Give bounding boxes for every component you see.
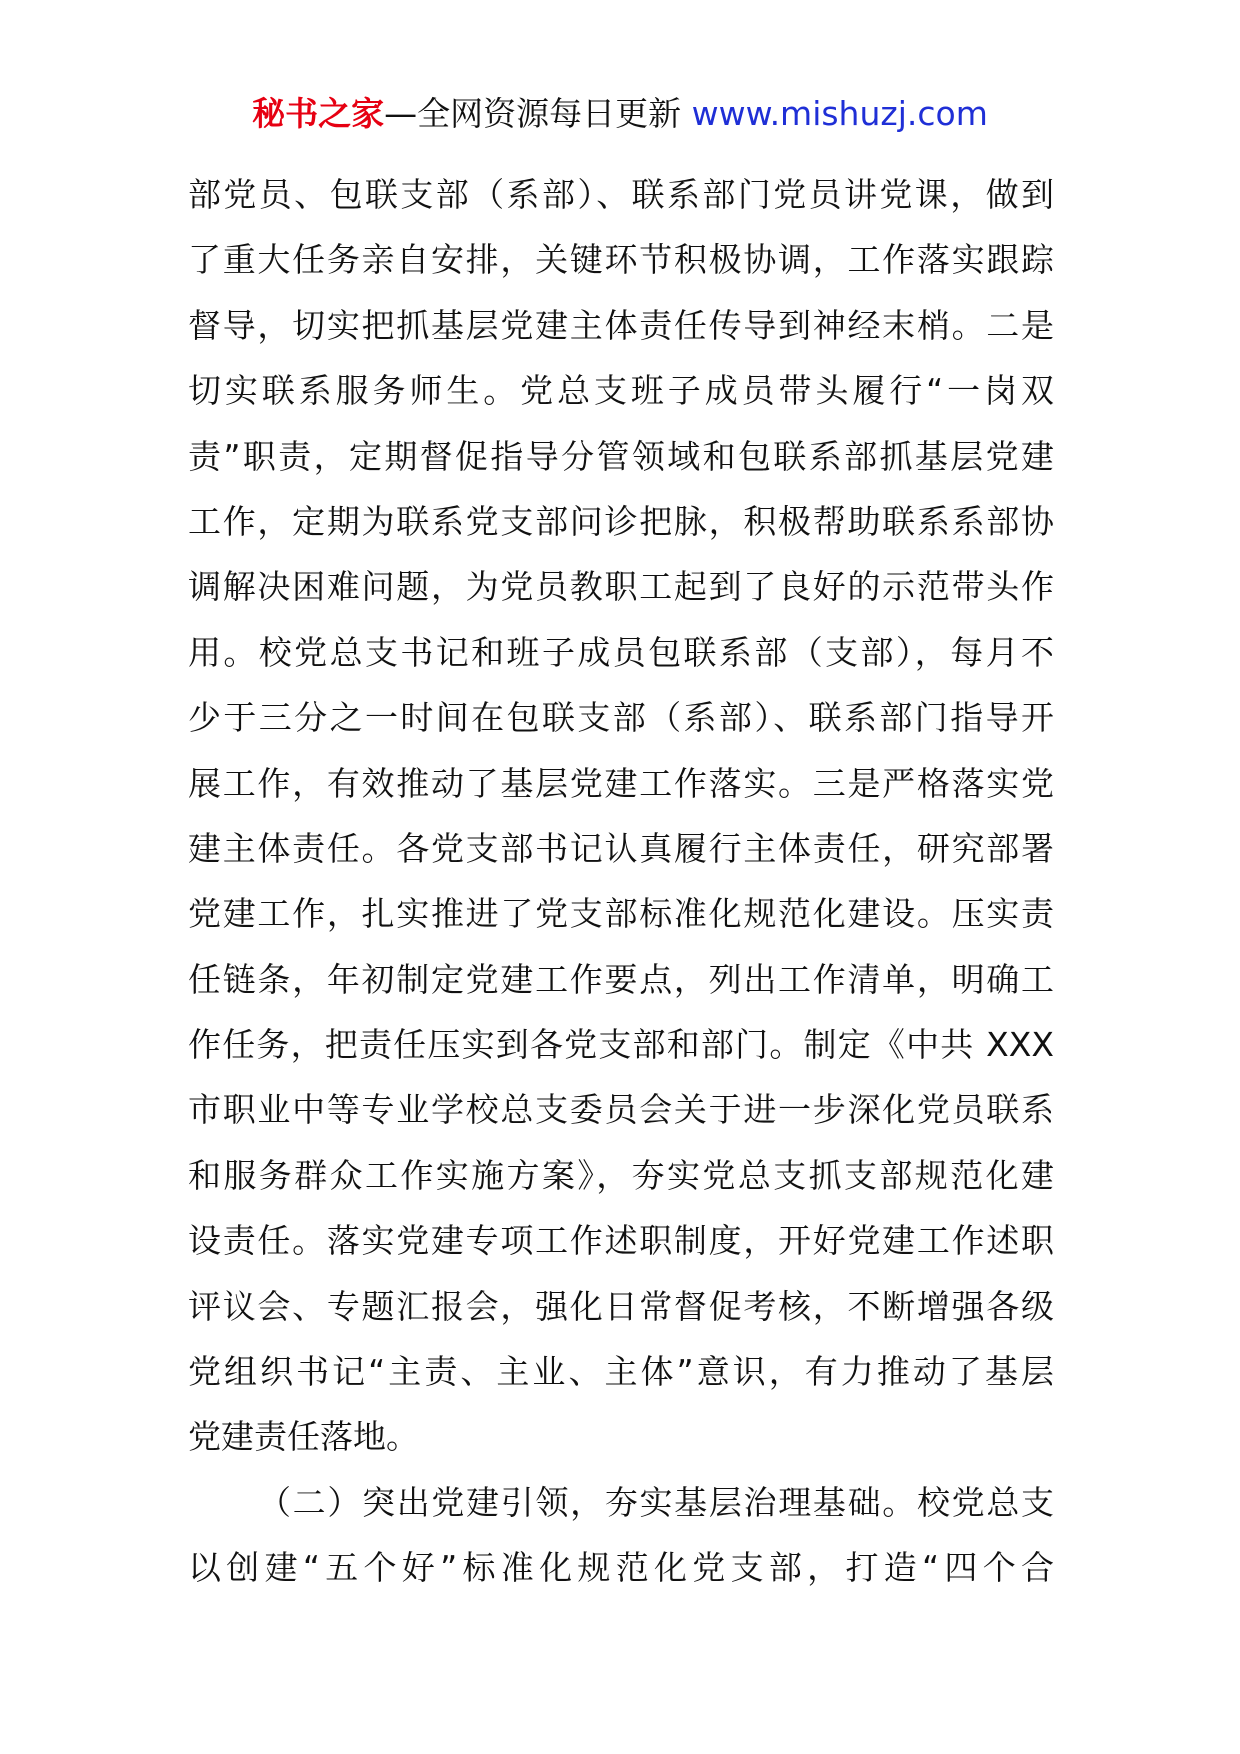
text-line: 党组织书记“主责、主业、主体”意识，有力推动了基层 [188,1352,1054,1392]
text-line: 用。校党总支书记和班子成员包联系部（支部），每月不 [188,632,1054,672]
site-brand: 秘书之家 [252,94,385,133]
text-line: 督导，切实把抓基层党建主体责任传导到神经末梢。二是 [188,305,1054,345]
text-line: 展工作，有效推动了基层党建工作落实。三是严格落实党 [188,763,1054,803]
paragraph-first-line: （二）突出党建引领，夯实基层治理基础。校党总支 [258,1482,1054,1522]
text-line: 和服务群众工作实施方案》，夯实党总支抓支部规范化建 [188,1155,1054,1195]
document-body [188,162,1054,1601]
text-line: 党建责任落地。 [188,1417,419,1457]
text-line: 作任务，把责任压实到各党支部和部门。制定《中共 XXX [188,1025,1054,1065]
text-line: 设责任。落实党建专项工作述职制度，开好党建工作述职 [188,1221,1054,1261]
text-line: 了重大任务亲自安排，关键环节积极协调，工作落实跟踪 [188,240,1054,280]
text-line: 建主体责任。各党支部书记认真履行主体责任，研究部署 [188,828,1054,868]
text-line: 工作，定期为联系党支部问诊把脉，积极帮助联系系部协 [188,501,1054,541]
text-line: 切实联系服务师生。党总支班子成员带头履行“一岗双 [188,371,1054,411]
text-line: 任链条，年初制定党建工作要点，列出工作清单，明确工 [188,959,1054,999]
site-tagline: —全网资源每日更新 [384,94,692,133]
site-url-link[interactable]: www.mishuzj.com [691,94,988,133]
text-line: 少于三分之一时间在包联支部（系部）、联系部门指导开 [188,698,1054,738]
text-line: 党建工作，扎实推进了党支部标准化规范化建设。压实责 [188,894,1054,934]
text-line: 评议会、专题汇报会，强化日常督促考核，不断增强各级 [188,1286,1054,1326]
site-header [0,92,1240,136]
text-line: 以创建“五个好”标准化规范化党支部，打造“四个合 [188,1548,1054,1588]
text-line: 责”职责，定期督促指导分管领域和包联系部抓基层党建 [188,436,1054,476]
text-line: 市职业中等专业学校总支委员会关于进一步深化党员联系 [188,1090,1054,1130]
text-line: 调解决困难问题，为党员教职工起到了良好的示范带头作 [188,567,1054,607]
text-line: 部党员、包联支部（系部）、联系部门党员讲党课，做到 [188,175,1054,214]
